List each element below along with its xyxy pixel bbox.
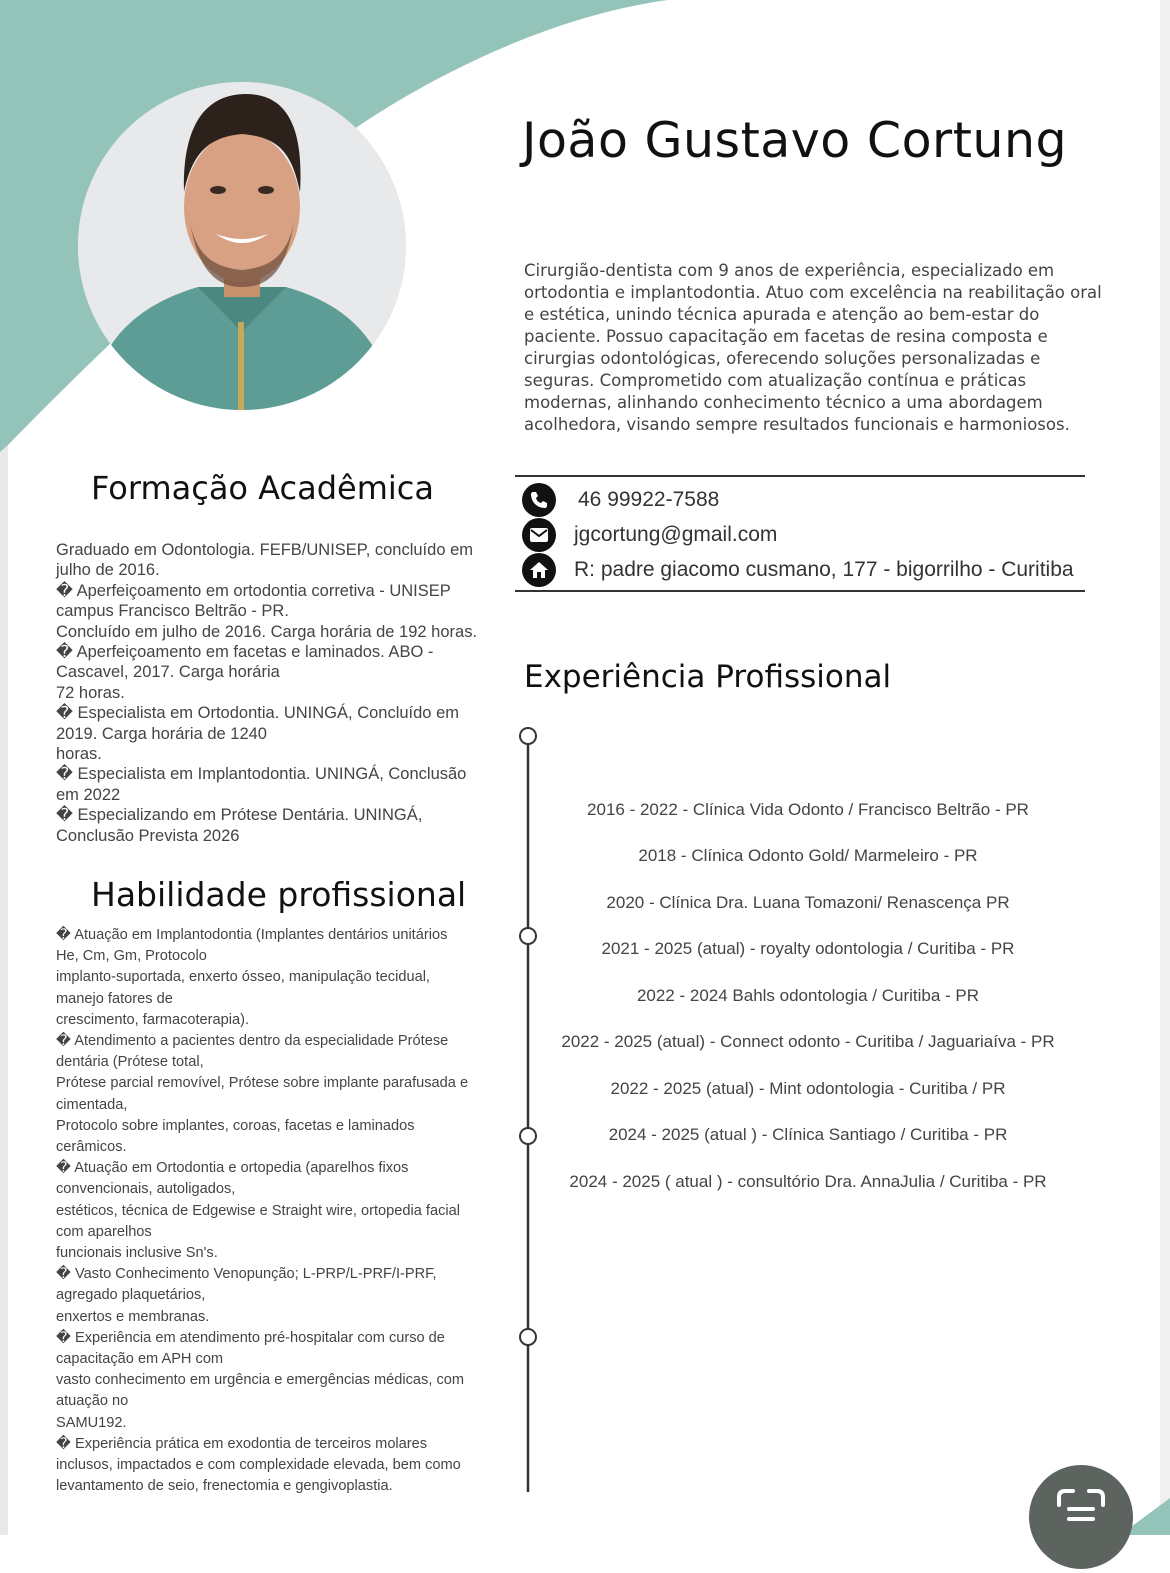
experience-item: 2022 - 2025 (atual) - Mint odontologia - Curitiba / PR xyxy=(610,1079,1006,1098)
education-line: campus Francisco Beltrão - PR. xyxy=(56,602,289,621)
education-line: horas. xyxy=(56,745,102,764)
experience-item: 2022 - 2025 (atual) - Connect odonto - Curitiba / Jaguariaíva - PR xyxy=(561,1032,1055,1051)
education-line: 2019. Carga horária de 1240 xyxy=(56,724,267,743)
skills-line: implanto-suportada, enxerto ósseo, manipulação tecidual, xyxy=(56,969,430,986)
skills-line: � Atuação em Implantodontia (Implantes dentários unitários xyxy=(56,927,448,943)
skills-line: Prótese parcial removível, Prótese sobre implante parafusada e xyxy=(56,1075,469,1092)
skills-line: dentária (Prótese total, xyxy=(56,1054,204,1071)
skills-line: SAMU192. xyxy=(56,1414,127,1431)
skills-line: � Experiência prática em exodontia de terceiros molares xyxy=(56,1435,428,1452)
skills-line: estéticos, técnica de Edgewise e Straight wire, ortopedia facial xyxy=(56,1202,460,1219)
experience-item: 2018 - Clínica Odonto Gold/ Marmeleiro - PR xyxy=(638,846,978,865)
skills-line: funcionais inclusive Sn's. xyxy=(56,1245,218,1262)
scan-text-button[interactable] xyxy=(1029,1465,1133,1569)
contact-email: jgcortung@gmail.com xyxy=(574,522,778,546)
education-line: Conclusão Prevista 2026 xyxy=(56,826,240,845)
experience-item: 2022 - 2024 Bahls odontologia / Curitiba - PR xyxy=(636,986,980,1005)
education-line: Graduado em Odontologia. FEFB/UNISEP, concluído em xyxy=(56,541,473,559)
skills-line: agregado plaquetários, xyxy=(56,1287,206,1304)
scan-text-icon xyxy=(1029,1465,1133,1569)
skills-line: � Atendimento a pacientes dentro da especialidade Prótese xyxy=(56,1033,449,1050)
experience-item: 2021 - 2025 (atual) - royalty odontologia / Curitiba - PR xyxy=(601,939,1015,958)
experience-title: Experiência Profissional xyxy=(524,659,892,695)
skills-line: manejo fatores de xyxy=(56,990,173,1007)
skills-line: He, Cm, Gm, Protocolo xyxy=(56,948,207,965)
education-line: Concluído em julho de 2016. Carga horária de 192 horas. xyxy=(56,622,478,641)
experience-item: 2024 - 2025 ( atual ) - consultório Dra. AnnaJulia / Curitiba - PR xyxy=(569,1172,1047,1191)
skills-line: levantamento de seio, frenectomia e gengivoplastia. xyxy=(56,1478,393,1495)
education-line: � Especializando em Prótese Dentária. UNINGÁ, xyxy=(56,806,423,825)
education-line: � Aperfeiçoamento em facetas e laminados. ABO - xyxy=(56,643,434,662)
skills-line: � Atuação em Ortodontia e ortopedia (aparelhos fixos xyxy=(56,1160,409,1177)
skills-line: capacitação em APH com xyxy=(56,1351,224,1368)
skills-line: Protocolo sobre implantes, coroas, facetas e laminados xyxy=(56,1117,415,1134)
skills-line: vasto conhecimento em urgência e emergências médicas, com xyxy=(56,1372,465,1389)
experience-item: 2024 - 2025 (atual ) - Clínica Santiago / Curitiba - PR xyxy=(608,1125,1008,1144)
skills-line: � Experiência em atendimento pré-hospitalar com curso de xyxy=(56,1329,445,1346)
skills-line: com aparelhos xyxy=(56,1223,152,1240)
education-line: Cascavel, 2017. Carga horária xyxy=(56,663,280,682)
experience-item: 2016 - 2022 - Clínica Vida Odonto / Francisco Beltrão - PR xyxy=(587,800,1029,819)
skills-line: atuação no xyxy=(56,1393,129,1410)
education-line: � Especialista em Implantodontia. UNINGÁ, Conclusão xyxy=(56,765,467,784)
skills-line: cerâmicos. xyxy=(56,1139,127,1156)
candidate-name: João Gustavo Cortung xyxy=(522,112,1068,169)
education-line: � Aperfeiçoamento em ortodontia corretiva - UNISEP xyxy=(56,581,451,600)
education-line: em 2022 xyxy=(56,785,121,804)
contact-address: R: padre giacomo cusmano, 177 - bigorrilho - Curitiba xyxy=(574,557,1074,581)
skills-line: convencionais, autoligados, xyxy=(56,1181,236,1198)
skills-title: Habilidade profissional xyxy=(91,875,467,914)
skills-line: crescimento, farmacoterapia). xyxy=(56,1011,250,1028)
professional-summary: Cirurgião-dentista com 9 anos de experiência, especializado em ortodontia e implantodontia. Atuo com excelência na reabilitação oral e estética, unindo técnica apurada e atenção ao bem-estar do paciente. Possuo capacitação em facetas de resina composta e cirurgias odontológicas, oferecendo soluções personalizadas e seguras. Comprometido com atualização contínua e práticas modernas, alinhando conhecimento técnico a uma abordagem acolhedora, visando sempre resultados funcionais e harmoniosos. xyxy=(524,261,1102,434)
education-title: Formação Acadêmica xyxy=(91,469,434,507)
education-line: � Especialista em Ortodontia. UNINGÁ, Concluído em xyxy=(56,704,459,723)
education-line: 72 horas. xyxy=(56,683,125,702)
skills-line: enxertos e membranas. xyxy=(56,1308,210,1325)
experience-item: 2020 - Clínica Dra. Luana Tomazoni/ Renascença PR xyxy=(606,893,1010,912)
skills-line: � Vasto Conhecimento Venopunção; L-PRP/L-PRF/I-PRF, xyxy=(56,1266,437,1283)
education-line: julho de 2016. xyxy=(56,561,160,580)
skills-line: inclusos, impactados e com complexidade elevada, bem como xyxy=(56,1457,461,1474)
skills-line: cimentada, xyxy=(56,1096,128,1113)
contact-phone: 46 99922-7588 xyxy=(578,487,720,511)
